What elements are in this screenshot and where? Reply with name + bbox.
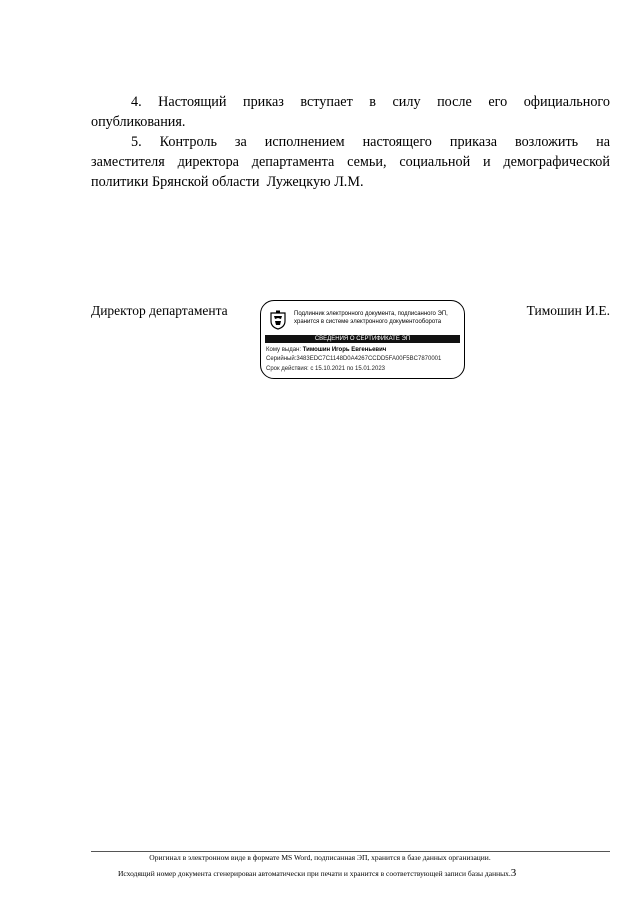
paragraph-5-line-1	[91, 132, 610, 152]
signatory-name: Тимошин И.Е.	[526, 303, 610, 318]
paragraph-4	[91, 92, 610, 132]
stamp-issued-to: Кому выдан: Тимошин Игорь Евгеньевич	[266, 347, 387, 353]
word: демографической	[503, 154, 610, 170]
certificate-serial: 3483EDC7C1148D0A4267CCDD5FA00F5BC7870001	[296, 356, 442, 362]
paragraph-5	[91, 132, 610, 192]
page-number: 3	[510, 867, 517, 879]
paragraph-4-line-2: опубликования.	[91, 114, 186, 130]
word: заместителя	[91, 154, 165, 170]
word: 4.	[131, 94, 142, 110]
paragraph-4-line-1	[91, 92, 610, 112]
stamp-header-line-1: Подлинник электронного документа, подписанного ЭП,	[294, 311, 448, 317]
word: настоящего	[362, 134, 432, 150]
word: и	[483, 154, 491, 170]
word: вступает	[300, 94, 353, 110]
word: социальной	[399, 154, 471, 170]
certificate-validity: с 15.10.2021 по 15.01.2023	[310, 366, 386, 372]
word: департамента	[251, 154, 335, 170]
footer-divider	[91, 851, 610, 852]
word: 5.	[131, 134, 142, 150]
word: за	[234, 134, 247, 150]
word: официального	[523, 94, 610, 110]
word: его	[488, 94, 508, 110]
word: Контроль	[159, 134, 217, 150]
word: исполнением	[264, 134, 345, 150]
word: возложить	[514, 134, 579, 150]
word: после	[437, 94, 472, 110]
paragraph-5-line-2	[91, 152, 610, 172]
footer-note-1: Оригинал в электронном виде в формате MS Word, подписанная ЭП, хранится в базе данных организации.	[149, 853, 491, 862]
footer-note-2: Исходящий номер документа сгенерирован автоматически при печати и хранится в соответствующей записи базы данных.3	[118, 867, 517, 879]
stamp-certificate-title: СВЕДЕНИЯ О СЕРТИФИКАТЕ ЭП	[265, 335, 460, 343]
word: приказ	[242, 94, 284, 110]
certificate-owner: Тимошин Игорь Евгеньевич	[302, 347, 387, 353]
stamp-validity: Срок действия: с 15.10.2021 по 15.01.2023	[266, 366, 386, 372]
word: в	[369, 94, 376, 110]
word: директора	[177, 154, 239, 170]
word: семьи,	[347, 154, 387, 170]
coat-of-arms-icon	[269, 310, 287, 330]
stamp-serial: Серийный:3483EDC7C1148D0A4267CCDD5FA00F5BC7870001	[266, 356, 442, 362]
word: приказа	[449, 134, 498, 150]
word: Настоящий	[158, 94, 227, 110]
word: на	[596, 134, 610, 150]
signatory-position: Директор департамента	[91, 303, 228, 318]
stamp-header-line-2: хранится в системе электронного документооборота	[294, 319, 442, 325]
electronic-signature-stamp	[260, 300, 465, 379]
paragraph-5-line-3: политики Брянской области Лужецкую Л.М.	[91, 174, 364, 190]
word: силу	[392, 94, 421, 110]
